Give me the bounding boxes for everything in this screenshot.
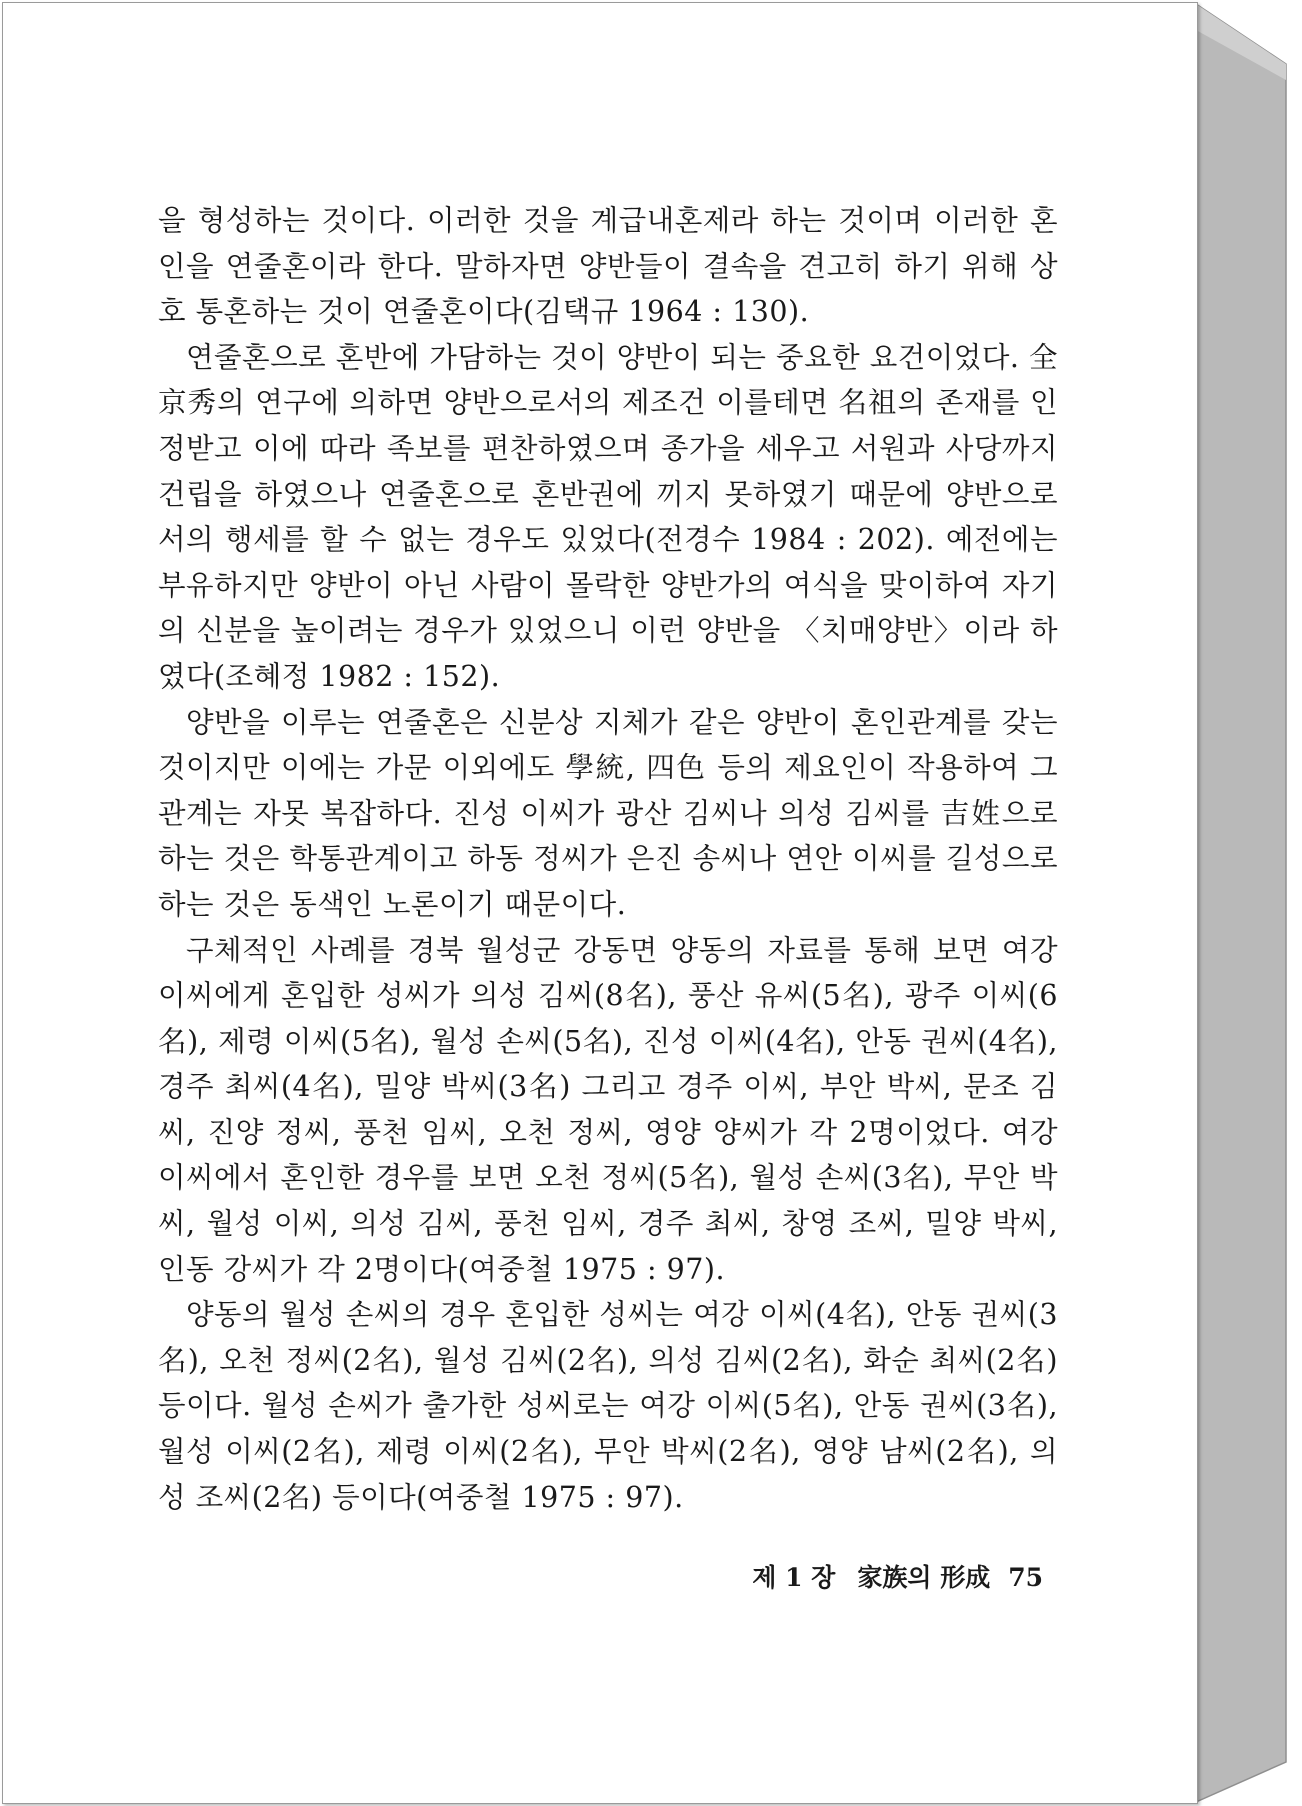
chapter-title: 家族의 形成 xyxy=(857,1563,991,1592)
paragraph-3: 양반을 이루는 연줄혼은 신분상 지체가 같은 양반이 혼인관계를 갖는 것이지만 이에는 가문 이외에도 學統, 四色 등의 제요인이 작용하여 그 관계는 자못 복잡하다. 진성 이씨가 광산 김씨나 의성 김씨를 吉姓으로 하는 것은 학통관계이고 하동 정씨가 은진 송씨나 연안 이씨를 길성으로 하는 것은 동색인 노론이기 때문이다. xyxy=(158,705,1058,921)
running-footer xyxy=(703,1558,1043,1594)
page-number: 75 xyxy=(1008,1563,1043,1592)
paragraph-2: 연줄혼으로 혼반에 가담하는 것이 양반이 되는 중요한 요건이었다. 全京秀의 연구에 의하면 양반으로서의 제조건 이를테면 名祖의 존재를 인정받고 이에 따라 족보를 편찬하였으며 종가을 세우고 서원과 사당까지 건립을 하였으나 연줄혼으로 혼반권에 끼지 못하였기 때문에 양반으로서의 행세를 할 수 없는 경우도 있었다(전경수 1984 : 202). 예전에는 부유하지만 양반이 아닌 사람이 몰락한 양반가의 여식을 맞이하여 자기의 신분을 높이려는 경우가 있었으니 이런 양반을 〈치매양반〉이라 하였다(조혜정 1982 : 152). xyxy=(158,340,1058,693)
paragraph-1: 을 형성하는 것이다. 이러한 것을 계급내혼제라 하는 것이며 이러한 혼인을 연줄혼이라 한다. 말하자면 양반들이 결속을 견고히 하기 위해 상호 통혼하는 것이 연줄혼이다(김택규 1964 : 130). xyxy=(158,204,1058,329)
body-text xyxy=(158,198,1058,1520)
paragraph-4: 구체적인 사례를 경북 월성군 강동면 양동의 자료를 통해 보면 여강 이씨에게 혼입한 성씨가 의성 김씨(8名), 풍산 유씨(5名), 광주 이씨(6名), 제령 이씨(5名), 월성 손씨(5名), 진성 이씨(4名), 안동 권씨(4名), 경주 최씨(4名), 밀양 박씨(3名) 그리고 경주 이씨, 부안 박씨, 문조 김씨, 진양 정씨, 풍천 임씨, 오천 정씨, 영양 양씨가 각 2명이었다. 여강 이씨에서 혼인한 경우를 보면 오천 정씨(5名), 월성 손씨(3名), 무안 박씨, 월성 이씨, 의성 김씨, 풍천 임씨, 경주 최씨, 창영 조씨, 밀양 박씨, 인동 강씨가 각 2명이다(여중철 1975 : 97). xyxy=(158,933,1058,1286)
chapter-label: 제 1 장 xyxy=(752,1563,836,1592)
book-page xyxy=(2,2,1198,1804)
paragraph-5: 양동의 월성 손씨의 경우 혼입한 성씨는 여강 이씨(4名), 안동 권씨(3名), 오천 정씨(2名), 월성 김씨(2名), 의성 김씨(2名), 화순 최씨(2名) 등이다. 월성 손씨가 출가한 성씨로는 여강 이씨(5名), 안동 권씨(3名), 월성 이씨(2名), 제령 이씨(2名), 무안 박씨(2名), 영양 남씨(2名), 의성 조씨(2名) 등이다(여중철 1975 : 97). xyxy=(158,1298,1058,1514)
